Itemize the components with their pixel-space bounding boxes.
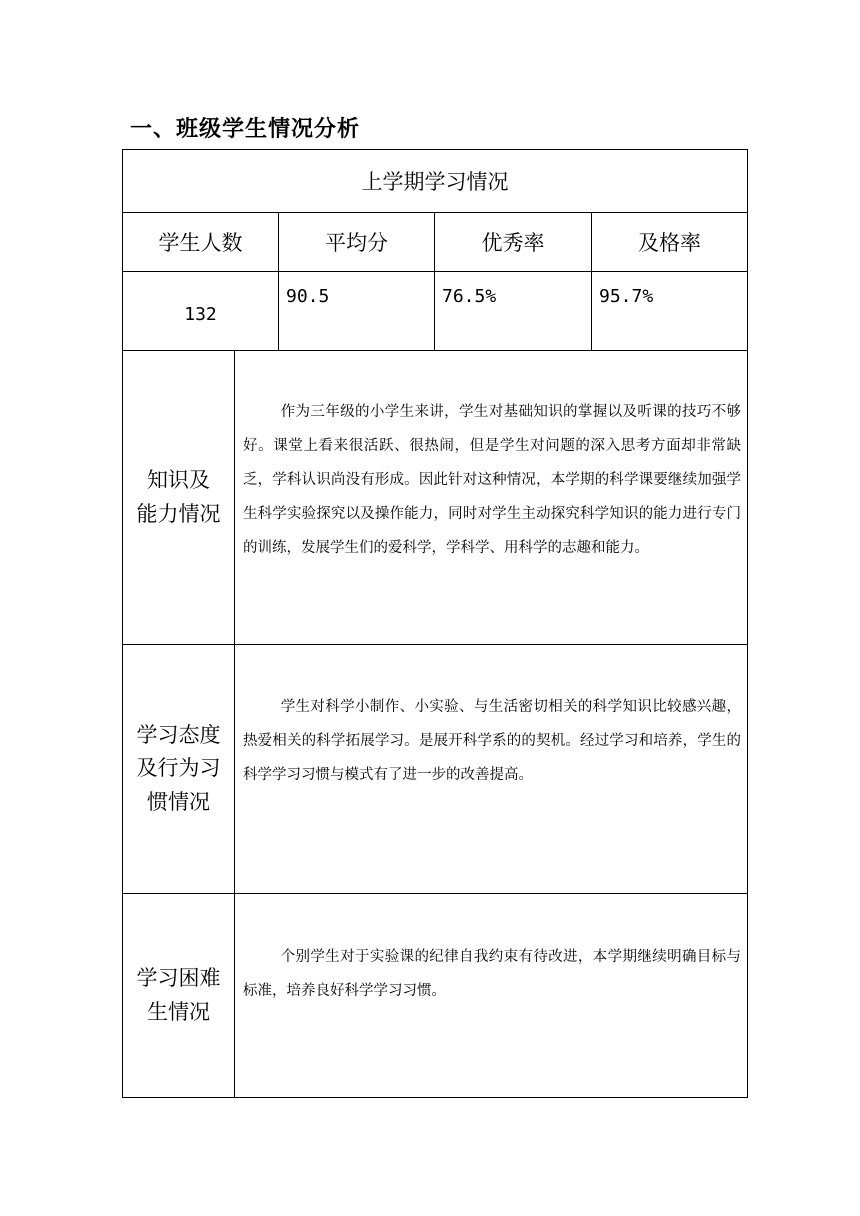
header-excellent-rate: 优秀率 <box>435 213 592 272</box>
value-pass-rate: 95.7% <box>592 272 748 351</box>
table-title: 上学期学习情况 <box>123 150 748 213</box>
table-header-row <box>123 213 748 272</box>
row-content-knowledge-ability: 作为三年级的小学生来讲，学生对基础知识的掌握以及听课的技巧不够好。课堂上看来很活跃、很热闹，但是学生对问题的深入思考方面却非常缺乏，学科认识尚没有形成。因此针对这种情况，本学期的科学课要继续加强学生科学实验探究以及操作能力，同时对学生主动探究科学知识的能力进行专门的训练，发展学生们的爱科学，学科学、用科学的志趣和能力。 <box>235 351 748 645</box>
row-content-struggling-students: 个别学生对于实验课的纪律自我约束有待改进，本学期继续明确目标与标准，培养良好科学学习习惯。 <box>235 894 748 1098</box>
row-label-struggling-students: 学习困难 生情况 <box>123 894 235 1098</box>
header-pass-rate: 及格率 <box>592 213 748 272</box>
value-student-count: 132 <box>123 272 279 351</box>
header-student-count: 学生人数 <box>123 213 279 272</box>
table-title-row <box>123 150 748 213</box>
row-label-attitude-behavior: 学习态度 及行为习 惯情况 <box>123 645 235 894</box>
table-values-row <box>123 272 748 351</box>
value-average-score: 90.5 <box>279 272 435 351</box>
row-content-attitude-behavior: 学生对科学小制作、小实验、与生活密切相关的科学知识比较感兴趣，热爱相关的科学拓展学习。是展开科学系的的契机。经过学习和培养，学生的科学学习习惯与模式有了进一步的改善提高。 <box>235 645 748 894</box>
table-row-struggling-students <box>123 894 748 1098</box>
table-row-knowledge-ability <box>123 351 748 645</box>
row-label-knowledge-ability: 知识及 能力情况 <box>123 351 235 645</box>
header-average-score: 平均分 <box>279 213 435 272</box>
student-analysis-table <box>122 149 748 1098</box>
value-excellent-rate: 76.5% <box>435 272 592 351</box>
section-heading: 一、班级学生情况分析 <box>130 117 361 142</box>
table-row-attitude-behavior <box>123 645 748 894</box>
